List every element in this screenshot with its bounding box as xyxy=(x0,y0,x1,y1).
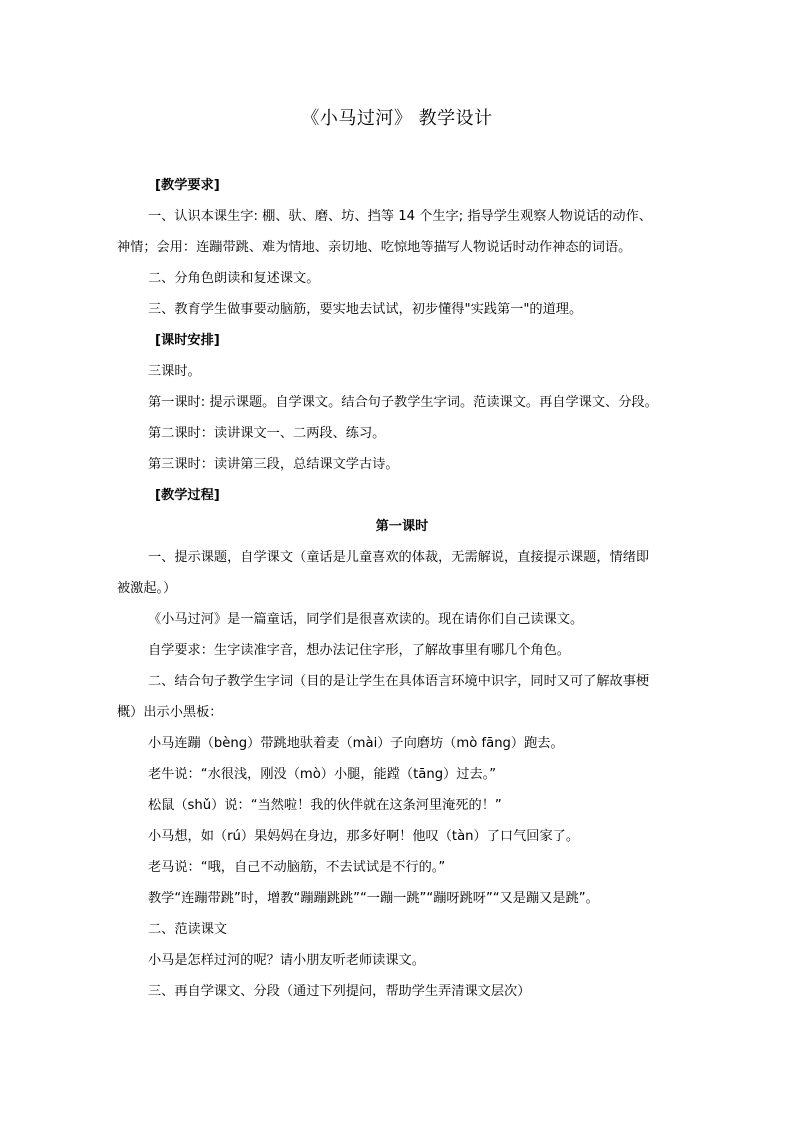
paragraph: 二、范读课文 xyxy=(148,922,228,937)
paragraph: 《小马过河》是一篇童话，同学们是很喜欢读的。现在请你们自己读课文。 xyxy=(148,612,584,627)
paragraph: 神情；会用：连蹦带跳、难为情地、亲切地、吃惊地等描写人物说话时动作神态的词语。 xyxy=(117,240,632,255)
example-sentence: 小马想，如（rú）果妈妈在身边，那多好啊！他叹（tàn）了口气回家了。 xyxy=(148,829,580,844)
paragraph: 三、教育学生做事要动脑筋，要实地去试试，初步懂得"实践第一"的道理。 xyxy=(148,302,583,317)
heading-process: [教学过程] xyxy=(155,488,220,503)
paragraph: 二、分角色朗读和复述课文。 xyxy=(148,271,320,286)
lesson-heading: 第一课时 xyxy=(375,519,429,534)
paragraph: 第三课时：读讲第三段，总结课文学古诗。 xyxy=(148,457,399,472)
paragraph: 被激起。） xyxy=(117,581,177,596)
heading-schedule: [课时安排] xyxy=(155,333,220,348)
heading-requirements: [教学要求] xyxy=(155,178,220,193)
paragraph: 教学“连蹦带跳”时，增教“蹦蹦跳跳”“一蹦一跳”“蹦呀跳呀”“又是蹦又是跳”。 xyxy=(148,891,599,906)
paragraph: 三、再自学课文、分段（通过下列提问，帮助学生弄清课文层次） xyxy=(148,984,531,999)
paragraph: 一、认识本课生字: 棚、驮、磨、坊、挡等 14 个生字; 指导学生观察人物说话的动作、 xyxy=(148,209,652,224)
example-sentence: 老马说：“哦，自己不动脑筋，不去试试是不行的。” xyxy=(148,860,446,875)
example-sentence: 小马连蹦（bèng）带跳地驮着麦（mài）子向磨坊（mò fāng）跑去。 xyxy=(148,736,564,751)
paragraph: 概）出示小黑板： xyxy=(117,705,223,720)
paragraph: 小马是怎样过河的呢？请小朋友听老师读课文。 xyxy=(148,953,425,968)
example-sentence: 老牛说：“水很浅，刚没（mò）小腿，能蹚（tāng）过去。” xyxy=(148,767,497,782)
example-sentence: 松鼠（shǔ）说：“当然啦！我的伙伴就在这条河里淹死的！” xyxy=(148,798,502,813)
paragraph: 二、结合句子教学生字词（目的是让学生在具体语言环境中识字，同时又可了解故事梗 xyxy=(148,674,650,689)
document-title: 《小马过河》 教学设计 xyxy=(301,108,493,129)
paragraph: 一、提示课题，自学课文（童话是儿童喜欢的体裁，无需解说，直接提示课题，情绪即 xyxy=(148,550,650,565)
paragraph: 第一课时: 提示课题。自学课文。结合句子教学生字词。范读课文。再自学课文、分段。 xyxy=(148,395,658,410)
paragraph: 三课时。 xyxy=(148,364,201,379)
paragraph: 第二课时：读讲课文一、二两段、练习。 xyxy=(148,426,386,441)
paragraph: 自学要求：生字读准字音，想办法记住字形，了解故事里有哪几个角色。 xyxy=(148,643,570,658)
